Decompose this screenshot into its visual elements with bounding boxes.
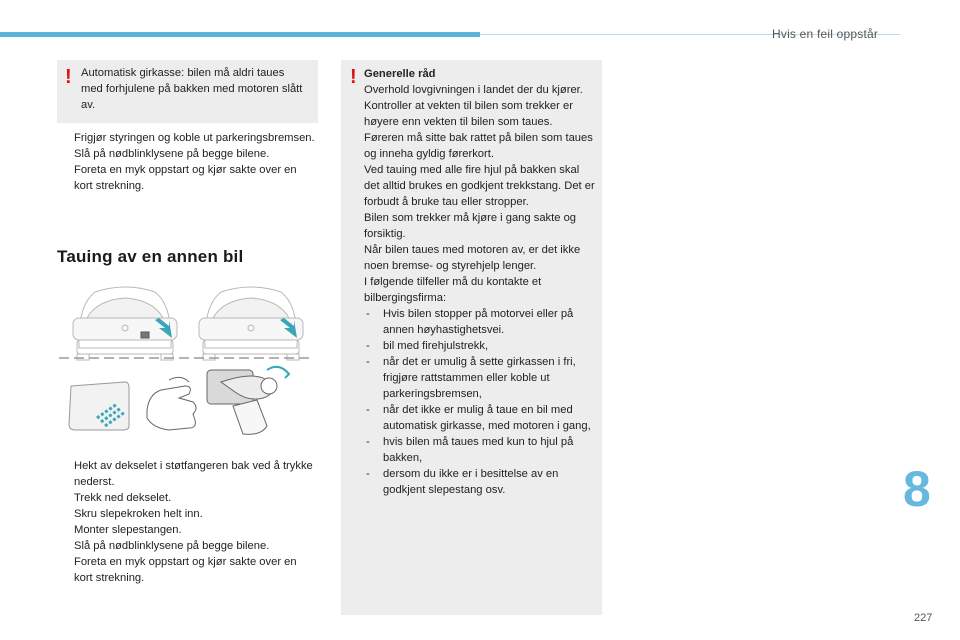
paragraph: Når bilen taues med motoren av, er det ikke noen bremse- og styrehjelp lenger.: [364, 244, 581, 272]
list-item: Slå på nødblinklysene på begge bilene.: [74, 540, 270, 552]
list-item: - når det ikke er mulig å taue en bil med automatisk girkasse, med motoren i gang,: [366, 404, 591, 432]
hand-illustration: [147, 377, 196, 430]
paragraph: Kontroller at vekten til bilen som trekker er høyere enn vekten til bilen som taues.: [364, 100, 573, 128]
bumper-cover-illustration: [69, 382, 129, 430]
paragraph: Føreren må sitte bak rattet på bilen som taues og inneha gyldig førerkort.: [364, 132, 593, 160]
list-item: - bil med firehjulstrekk,: [366, 340, 489, 352]
list-item: Foreta en myk oppstart og kjør sakte over en kort strekning.: [74, 556, 297, 584]
warning-icon: !: [350, 66, 357, 88]
list-item: Slå på nødblinklysene på begge bilene.: [74, 148, 270, 160]
warning-title: Generelle råd: [364, 68, 436, 80]
warning-box-automatic-gearbox: [57, 60, 318, 123]
instruction-list-towing-own: [57, 130, 315, 194]
warning-icon: !: [65, 66, 72, 88]
chapter-number-tab: 8: [903, 461, 931, 517]
warning-text: Automatisk girkasse: bilen må aldri taues med forhjulene på bakken med motoren slått av.: [81, 67, 303, 111]
case-list: [364, 306, 596, 498]
list-item: Frigjør styringen og koble ut parkeringsbremsen.: [74, 132, 315, 144]
list-item: Skru slepekroken helt inn.: [74, 508, 203, 520]
chapter-title: Hvis en feil oppstår: [772, 27, 879, 41]
paragraph: I følgende tilfeller må du kontakte et bilbergingsfirma:: [364, 276, 542, 304]
list-item: - hvis bilen må taues med kun to hjul på bakken,: [366, 436, 574, 464]
paragraph: Bilen som trekker må kjøre i gang sakte og forsiktig.: [364, 212, 577, 240]
list-item: - når det er umulig å sette girkassen i fri, frigjøre rattstammen eller koble ut parkeringsbremsen,: [366, 356, 576, 400]
list-item: Trekk ned dekselet.: [74, 492, 172, 504]
page-number: 227: [914, 612, 933, 624]
paragraph: Overhold lovgivningen i landet der du kjører.: [364, 84, 583, 96]
warning-content: [364, 66, 596, 498]
instruction-list-towing-other: [57, 458, 315, 586]
paragraph: Ved tauing med alle fire hjul på bakken skal det alltid brukes en godkjent trekkstang. Det er forbudt å bruke tau eller stropper.: [364, 164, 595, 208]
list-item: Monter slepestangen.: [74, 524, 182, 536]
towing-eye-illustration: [207, 367, 289, 435]
header-accent-bar: [0, 32, 480, 37]
list-item: Foreta en myk oppstart og kjør sakte over en kort strekning.: [74, 164, 297, 192]
section-title: Tauing av en annen bil: [57, 247, 244, 266]
list-item: Hekt av dekselet i støtfangeren bak ved å trykke nederst.: [74, 460, 313, 488]
list-item: - dersom du ikke er i besittelse av en godkjent slepestang osv.: [366, 468, 559, 496]
warning-box-general-advice: [341, 60, 602, 615]
towing-hook-illustration: [57, 278, 315, 448]
list-item: - Hvis bilen stopper på motorvei eller på annen høyhastighetsvei.: [366, 308, 574, 336]
